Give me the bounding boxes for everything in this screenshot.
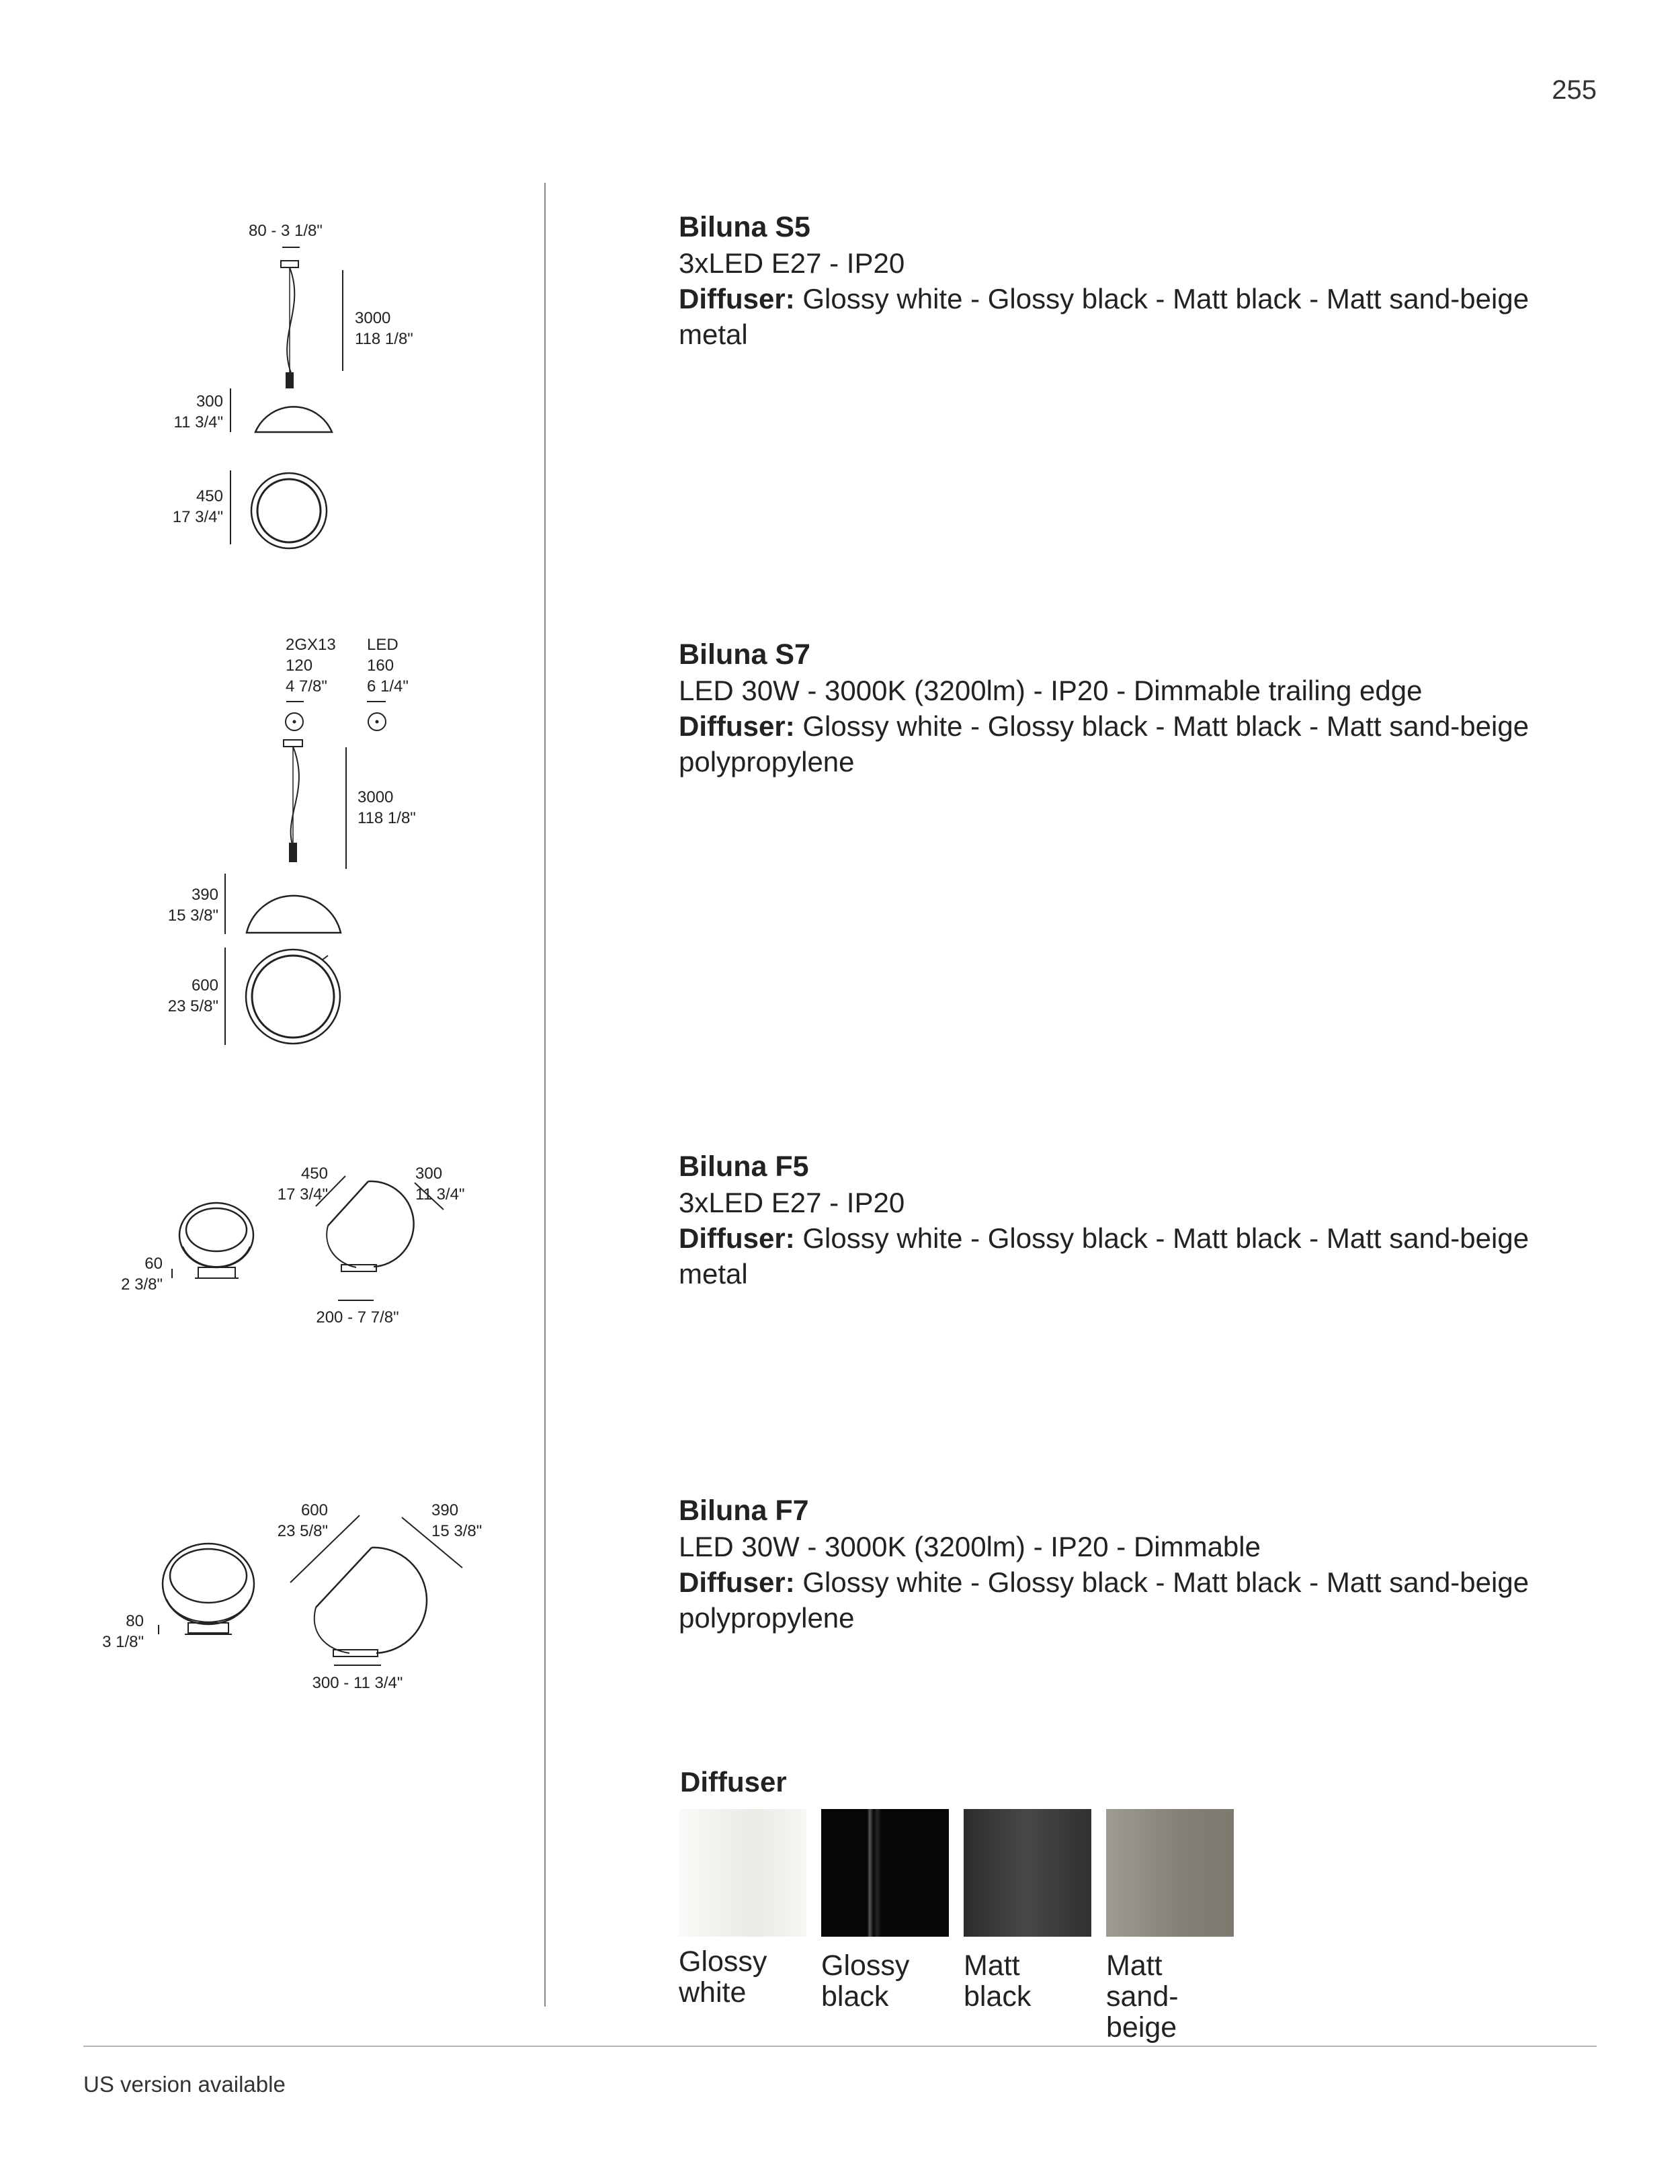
swatch-label-line: Glossy	[679, 1945, 767, 1978]
technical-drawings	[0, 0, 538, 1747]
swatch-label-line: Glossy	[821, 1949, 910, 1982]
s5-diameter-in: 17 3/4"	[172, 508, 223, 526]
swatch-label-line: Matt	[1106, 1949, 1163, 1982]
product-material: metal	[679, 319, 748, 350]
s5-height-mm: 300	[196, 392, 223, 411]
product-diffuser	[679, 708, 1606, 744]
s7-opt2-type: LED	[367, 636, 398, 654]
f7-base-h-in: 3 1/8"	[102, 1633, 144, 1651]
s5-canopy-dim: 80 - 3 1/8"	[249, 222, 323, 240]
s7-diameter-mm: 600	[191, 976, 218, 995]
product-material: polypropylene	[679, 746, 855, 778]
product-diffuser	[679, 1564, 1606, 1600]
f7-base-width: 300 - 11 3/4"	[312, 1674, 403, 1692]
swatch-label-line: sand-beige	[1106, 1980, 1179, 2044]
s5-cable-in: 118 1/8"	[355, 330, 413, 348]
swatch-label-glossy-white	[679, 1946, 813, 2008]
s7-cable-mm: 3000	[358, 788, 394, 806]
product-spec: 3xLED E27 - IP20	[679, 1187, 905, 1218]
s7-opt1-type: 2GX13	[286, 636, 336, 654]
swatch-matt-black	[964, 1809, 1091, 1937]
footer-divider	[83, 2046, 1597, 2047]
s7-diameter-in: 23 5/8"	[167, 997, 218, 1015]
swatch-matt-sand-beige	[1106, 1809, 1234, 1937]
swatch-label-line: Matt	[964, 1949, 1020, 1982]
diffuser-options: Glossy white - Glossy black - Matt black - Matt sand-beige	[802, 1566, 1529, 1598]
f5-depth-mm: 300	[415, 1165, 443, 1183]
f7-diameter-mm: 600	[300, 1501, 328, 1519]
s7-height-in: 15 3/8"	[167, 907, 218, 925]
footer-note: US version available	[83, 2072, 286, 2097]
product-diffuser	[679, 281, 1606, 317]
swatch-glossy-white	[679, 1809, 806, 1937]
f5-depth-in: 11 3/4"	[415, 1185, 465, 1204]
s7-opt2-in: 6 1/4"	[367, 677, 409, 696]
product-name: Biluna S7	[679, 638, 810, 671]
s5-pendant-drawing	[230, 247, 343, 548]
s7-cable-in: 118 1/8"	[358, 809, 416, 827]
product-diffuser	[679, 1220, 1606, 1256]
s7-opt1-mm: 120	[286, 657, 313, 675]
product-biluna-f7	[679, 1493, 1606, 1636]
column-divider	[544, 183, 546, 2007]
product-name: Biluna S5	[679, 211, 810, 243]
swatch-glossy-black	[821, 1809, 949, 1937]
product-biluna-s7	[679, 637, 1606, 780]
diffuser-label: Diffuser:	[679, 283, 795, 314]
f5-diameter-mm: 450	[300, 1165, 328, 1183]
swatch-label-line: black	[821, 1980, 889, 2013]
f7-depth-mm: 390	[431, 1501, 459, 1519]
product-material: polypropylene	[679, 1602, 855, 1634]
page-number: 255	[1552, 75, 1597, 105]
f5-base-width: 200 - 7 7/8"	[316, 1308, 399, 1327]
product-biluna-f5	[679, 1149, 1606, 1292]
diffuser-options: Glossy white - Glossy black - Matt black - Matt sand-beige	[802, 1222, 1529, 1254]
product-spec: LED 30W - 3000K (3200lm) - IP20 - Dimmable trailing edge	[679, 675, 1423, 706]
s7-opt2-mm: 160	[367, 657, 394, 675]
s7-opt1-in: 4 7/8"	[286, 677, 327, 696]
diffuser-label: Diffuser:	[679, 710, 795, 742]
diffuser-options: Glossy white - Glossy black - Matt black - Matt sand-beige	[802, 710, 1529, 742]
diffuser-options: Glossy white - Glossy black - Matt black - Matt sand-beige	[802, 283, 1529, 314]
f7-base-h-mm: 80	[126, 1612, 144, 1630]
s5-height-in: 11 3/4"	[173, 413, 223, 431]
s7-pendant-drawing	[225, 702, 386, 1045]
swatch-label-glossy-black	[821, 1950, 956, 2012]
f5-base-h-in: 2 3/8"	[121, 1275, 163, 1294]
product-name: Biluna F7	[679, 1495, 809, 1527]
f7-depth-in: 15 3/8"	[431, 1522, 482, 1540]
swatch-label-matt-black	[964, 1950, 1098, 2012]
f7-diameter-in: 23 5/8"	[277, 1522, 328, 1540]
s5-cable-mm: 3000	[355, 309, 391, 327]
product-name: Biluna F5	[679, 1150, 809, 1183]
swatch-label-line: black	[964, 1980, 1032, 2013]
product-material: metal	[679, 1258, 748, 1290]
swatch-title: Diffuser	[680, 1766, 787, 1798]
diffuser-label: Diffuser:	[679, 1222, 795, 1254]
f5-base-h-mm: 60	[144, 1255, 163, 1273]
s5-diameter-mm: 450	[196, 487, 223, 505]
f5-diameter-in: 17 3/4"	[277, 1185, 328, 1204]
product-biluna-s5	[679, 210, 1606, 352]
s7-height-mm: 390	[191, 886, 218, 904]
swatch-label-matt-sand-beige	[1106, 1950, 1241, 2043]
product-spec: LED 30W - 3000K (3200lm) - IP20 - Dimmable	[679, 1531, 1261, 1562]
swatch-label-line: white	[679, 1976, 747, 2009]
diffuser-label: Diffuser:	[679, 1566, 795, 1598]
product-spec: 3xLED E27 - IP20	[679, 247, 905, 279]
